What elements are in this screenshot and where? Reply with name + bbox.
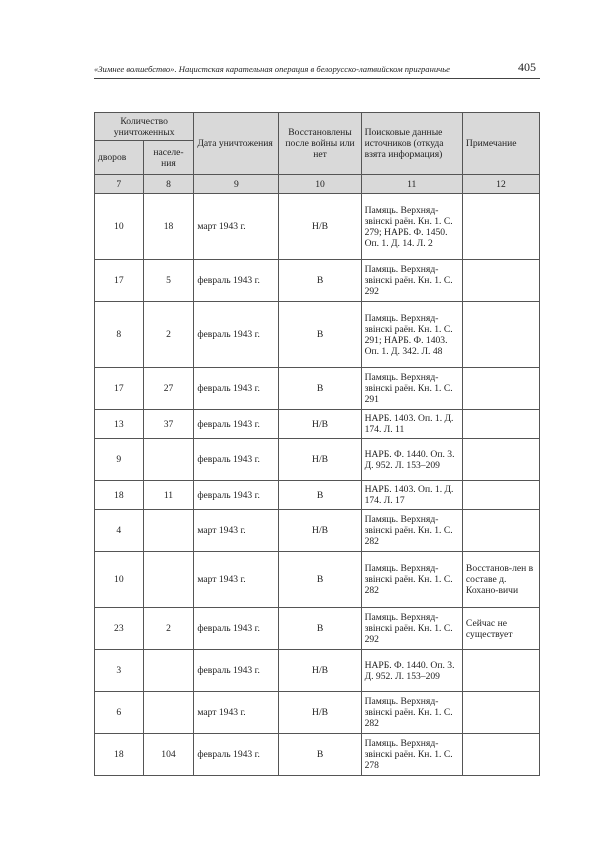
inhabitants-cell: 11 — [143, 481, 194, 510]
header-note: Примечание — [462, 113, 539, 175]
date-cell: февраль 1943 г. — [194, 410, 279, 439]
note-cell — [462, 302, 539, 368]
inhabitants-cell — [143, 439, 194, 481]
date-cell: март 1943 г. — [194, 510, 279, 552]
inhabitants-cell: 27 — [143, 368, 194, 410]
column-number: 8 — [143, 175, 194, 194]
restored-cell: Н/В — [279, 194, 361, 260]
restored-cell: В — [279, 481, 361, 510]
restored-cell: Н/В — [279, 410, 361, 439]
header-sources: Поисковые данные источников (откуда взята информация) — [361, 113, 462, 175]
restored-cell: Н/В — [279, 510, 361, 552]
sources-cell: НАРБ. Ф. 1440. Оп. 3. Д. 952. Л. 153–209 — [361, 439, 462, 481]
restored-cell: В — [279, 734, 361, 776]
table-row — [95, 368, 540, 410]
restored-cell: В — [279, 608, 361, 650]
sources-cell: Памяць. Верхняд-звінскі раён. Кн. 1. С. 278 — [361, 734, 462, 776]
table-row — [95, 410, 540, 439]
sources-cell: Памяць. Верхняд-звінскі раён. Кн. 1. С. 291; НАРБ. Ф. 1403. Оп. 1. Д. 342. Л. 48 — [361, 302, 462, 368]
note-cell — [462, 410, 539, 439]
inhabitants-cell: 2 — [143, 302, 194, 368]
restored-cell: Н/В — [279, 650, 361, 692]
households-cell: 18 — [95, 734, 144, 776]
households-cell: 8 — [95, 302, 144, 368]
sources-cell: Памяць. Верхняд-звінскі раён. Кн. 1. С. 292 — [361, 260, 462, 302]
households-cell: 17 — [95, 260, 144, 302]
column-number: 11 — [361, 175, 462, 194]
households-cell: 10 — [95, 194, 144, 260]
column-number: 9 — [194, 175, 279, 194]
column-number: 12 — [462, 175, 539, 194]
households-cell: 18 — [95, 481, 144, 510]
table-row — [95, 439, 540, 481]
table-row — [95, 481, 540, 510]
sources-cell: Памяць. Верхняд-звінскі раён. Кн. 1. С. 282 — [361, 552, 462, 608]
table-row — [95, 734, 540, 776]
header-restored: Восстановлены после войны или нет — [279, 113, 361, 175]
inhabitants-cell — [143, 552, 194, 608]
date-cell: февраль 1943 г. — [194, 260, 279, 302]
note-cell — [462, 692, 539, 734]
inhabitants-cell: 104 — [143, 734, 194, 776]
restored-cell: Н/В — [279, 692, 361, 734]
table-row — [95, 692, 540, 734]
inhabitants-cell: 37 — [143, 410, 194, 439]
inhabitants-cell: 5 — [143, 260, 194, 302]
households-cell: 13 — [95, 410, 144, 439]
table-row — [95, 194, 540, 260]
note-cell: Восстанов-лен в составе д. Кохано-вичи — [462, 552, 539, 608]
header-inhabitants: населе-ния — [143, 141, 194, 175]
households-cell: 10 — [95, 552, 144, 608]
table-row — [95, 650, 540, 692]
sources-cell: НАРБ. 1403. Оп. 1. Д. 174. Л. 11 — [361, 410, 462, 439]
households-cell: 17 — [95, 368, 144, 410]
note-cell — [462, 439, 539, 481]
column-number: 10 — [279, 175, 361, 194]
running-head — [94, 62, 540, 79]
note-cell — [462, 510, 539, 552]
sources-cell: НАРБ. 1403. Оп. 1. Д. 174. Л. 17 — [361, 481, 462, 510]
households-cell: 6 — [95, 692, 144, 734]
note-cell — [462, 194, 539, 260]
households-cell: 3 — [95, 650, 144, 692]
sources-cell: Памяць. Верхняд-звінскі раён. Кн. 1. С. 282 — [361, 510, 462, 552]
sources-cell: Памяць. Верхняд-звінскі раён. Кн. 1. С. 282 — [361, 692, 462, 734]
header-date: Дата уничтожения — [194, 113, 279, 175]
page-number: 405 — [518, 60, 536, 74]
inhabitants-cell: 18 — [143, 194, 194, 260]
header-destroyed-group: Количество уничтоженных — [95, 113, 194, 141]
inhabitants-cell — [143, 692, 194, 734]
restored-cell: Н/В — [279, 439, 361, 481]
note-cell: Сейчас не существует — [462, 608, 539, 650]
households-cell: 9 — [95, 439, 144, 481]
sources-cell: НАРБ. Ф. 1440. Оп. 3. Д. 952. Л. 153–209 — [361, 650, 462, 692]
restored-cell: В — [279, 302, 361, 368]
table-row — [95, 302, 540, 368]
date-cell: февраль 1943 г. — [194, 368, 279, 410]
running-title: «Зимнее волшебство». Нацистская карательная операция в белорусско-латвийском приграничье — [94, 64, 450, 74]
date-cell: февраль 1943 г. — [194, 302, 279, 368]
date-cell: март 1943 г. — [194, 552, 279, 608]
note-cell — [462, 481, 539, 510]
table-row — [95, 510, 540, 552]
data-table — [94, 112, 540, 776]
note-cell — [462, 260, 539, 302]
date-cell: март 1943 г. — [194, 692, 279, 734]
table-row — [95, 608, 540, 650]
sources-cell: Памяць. Верхняд-звінскі раён. Кн. 1. С. 291 — [361, 368, 462, 410]
restored-cell: В — [279, 552, 361, 608]
date-cell: февраль 1943 г. — [194, 608, 279, 650]
column-number: 7 — [95, 175, 144, 194]
date-cell: февраль 1943 г. — [194, 439, 279, 481]
restored-cell: В — [279, 368, 361, 410]
sources-cell: Памяць. Верхняд-звінскі раён. Кн. 1. С. 279; НАРБ. Ф. 1450. Оп. 1. Д. 14. Л. 2 — [361, 194, 462, 260]
households-cell: 23 — [95, 608, 144, 650]
sources-cell: Памяць. Верхняд-звінскі раён. Кн. 1. С. 292 — [361, 608, 462, 650]
date-cell: февраль 1943 г. — [194, 650, 279, 692]
note-cell — [462, 650, 539, 692]
date-cell: февраль 1943 г. — [194, 734, 279, 776]
inhabitants-cell: 2 — [143, 608, 194, 650]
table-row — [95, 260, 540, 302]
note-cell — [462, 734, 539, 776]
inhabitants-cell — [143, 510, 194, 552]
inhabitants-cell — [143, 650, 194, 692]
date-cell: март 1943 г. — [194, 194, 279, 260]
header-households: дворов — [95, 141, 144, 175]
date-cell: февраль 1943 г. — [194, 481, 279, 510]
households-cell: 4 — [95, 510, 144, 552]
restored-cell: В — [279, 260, 361, 302]
table-row — [95, 552, 540, 608]
note-cell — [462, 368, 539, 410]
